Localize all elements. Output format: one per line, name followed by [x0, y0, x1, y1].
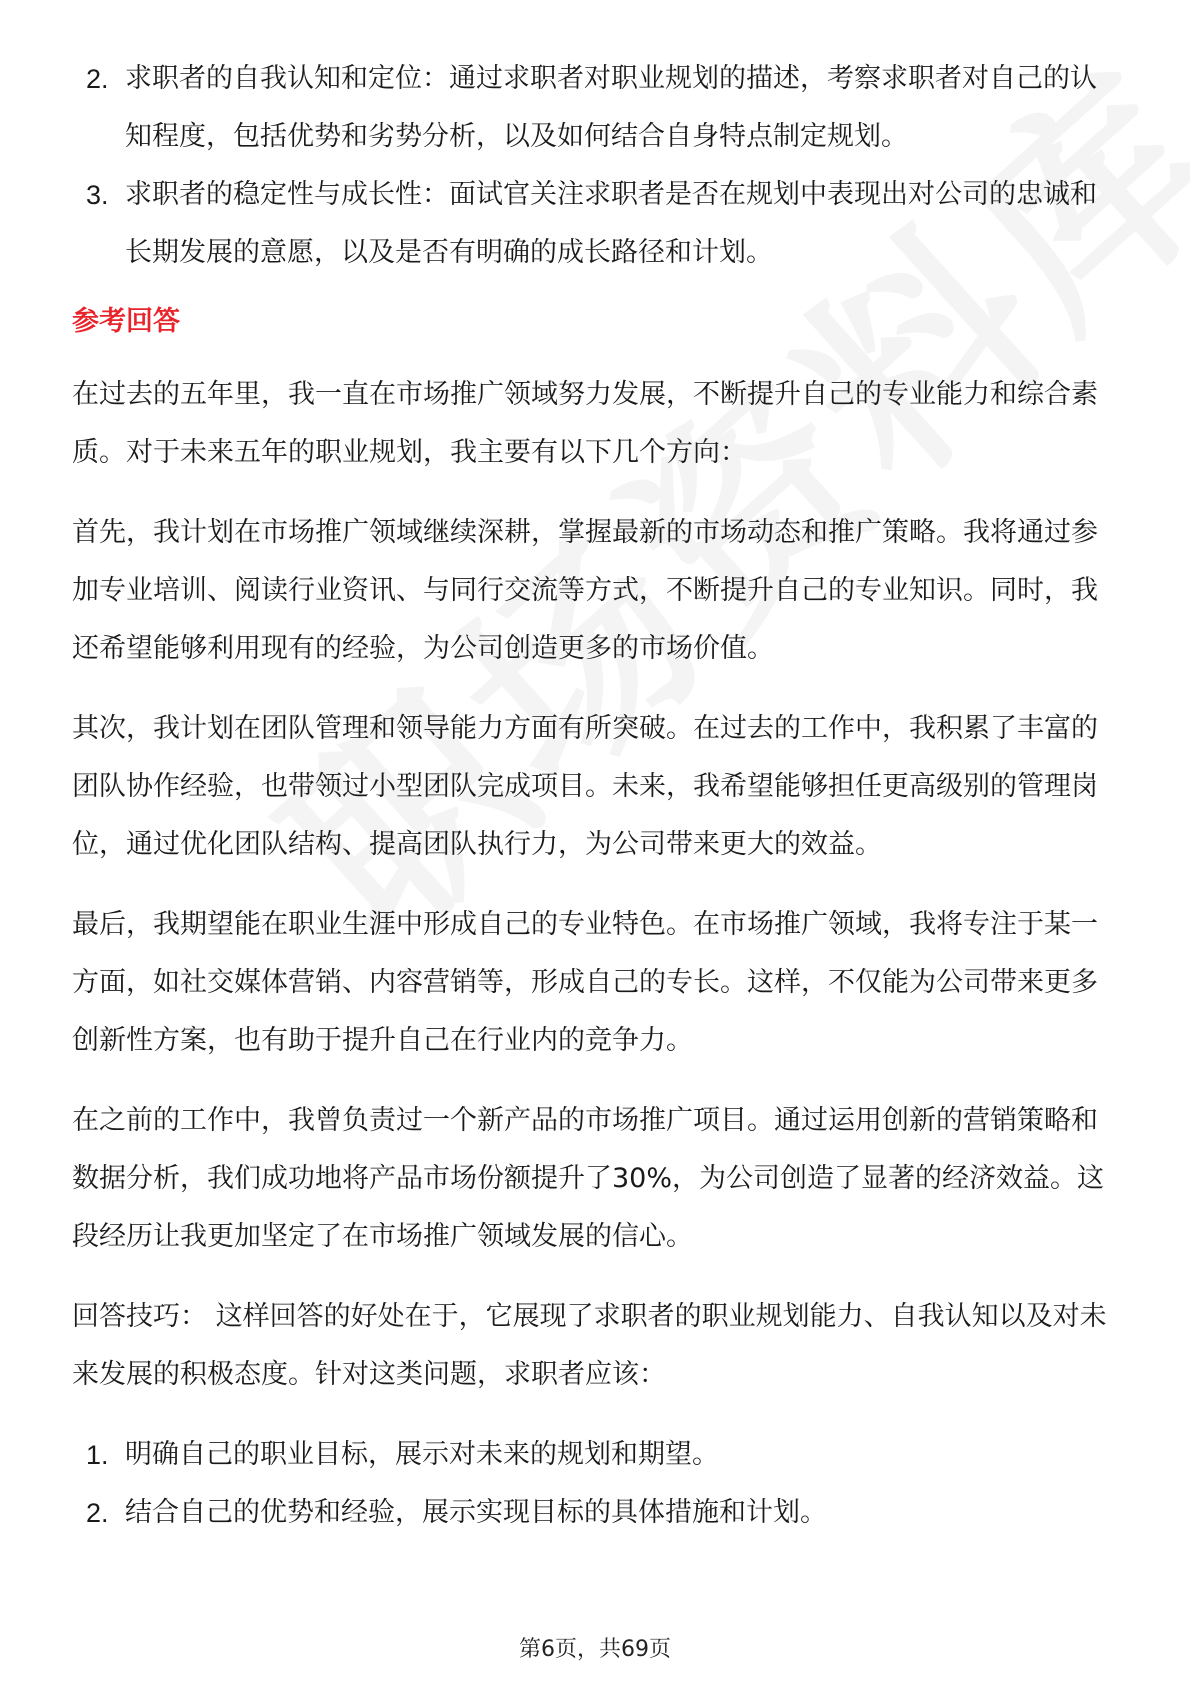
section-title: 参考回答	[72, 306, 180, 337]
list-item-number: 2.	[86, 64, 109, 94]
list-item-number: 3.	[86, 180, 109, 210]
list-item-text: 明确自己的职业目标，展示对未来的规划和期望。	[125, 1439, 719, 1470]
list-item-text: 求职者的自我认知和定位：通过求职者对职业规划的描述，考察求职者对自己的认知程度，包括优势和劣势分析，以及如何结合自身特点制定规划。	[125, 63, 1097, 152]
list-item	[72, 166, 1118, 282]
list-item	[72, 50, 1118, 166]
answer-paragraph: 首先，我计划在市场推广领域继续深耕，掌握最新的市场动态和推广策略。我将通过参加专业培训、阅读行业资讯、与同行交流等方式，不断提升自己的专业知识。同时，我还希望能够利用现有的经验，为公司创造更多的市场价值。	[72, 517, 1098, 664]
list-item-number: 1.	[86, 1440, 109, 1470]
criteria-list	[72, 50, 1118, 282]
list-item	[72, 1484, 1118, 1542]
list-item	[72, 1426, 1118, 1484]
answer-paragraph: 在过去的五年里，我一直在市场推广领域努力发展，不断提升自己的专业能力和综合素质。对于未来五年的职业规划，我主要有以下几个方向：	[72, 379, 1098, 468]
page-content	[72, 50, 1118, 1542]
page-footer: 第6页，共69页	[519, 1637, 671, 1662]
list-item-text: 结合自己的优势和经验，展示实现目标的具体措施和计划。	[125, 1497, 827, 1528]
tips-list	[72, 1426, 1118, 1542]
answer-paragraph: 在之前的工作中，我曾负责过一个新产品的市场推广项目。通过运用创新的营销策略和数据分析，我们成功地将产品市场份额提升了30%，为公司创造了显著的经济效益。这段经历让我更加坚定了在市场推广领域发展的信心。	[72, 1105, 1105, 1252]
list-item-number: 2.	[86, 1498, 109, 1528]
tips-intro-paragraph: 回答技巧： 这样回答的好处在于，它展现了求职者的职业规划能力、自我认知以及对未来发展的积极态度。针对这类问题，求职者应该：	[72, 1301, 1107, 1390]
answer-paragraph: 其次，我计划在团队管理和领导能力方面有所突破。在过去的工作中，我积累了丰富的团队协作经验，也带领过小型团队完成项目。未来，我希望能够担任更高级别的管理岗位，通过优化团队结构、提高团队执行力，为公司带来更大的效益。	[72, 713, 1098, 860]
answer-paragraph: 最后，我期望能在职业生涯中形成自己的专业特色。在市场推广领域，我将专注于某一方面，如社交媒体营销、内容营销等，形成自己的专长。这样，不仅能为公司带来更多创新性方案，也有助于提升自己在行业内的竞争力。	[72, 909, 1098, 1056]
list-item-text: 求职者的稳定性与成长性：面试官关注求职者是否在规划中表现出对公司的忠诚和长期发展的意愿，以及是否有明确的成长路径和计划。	[125, 179, 1097, 268]
